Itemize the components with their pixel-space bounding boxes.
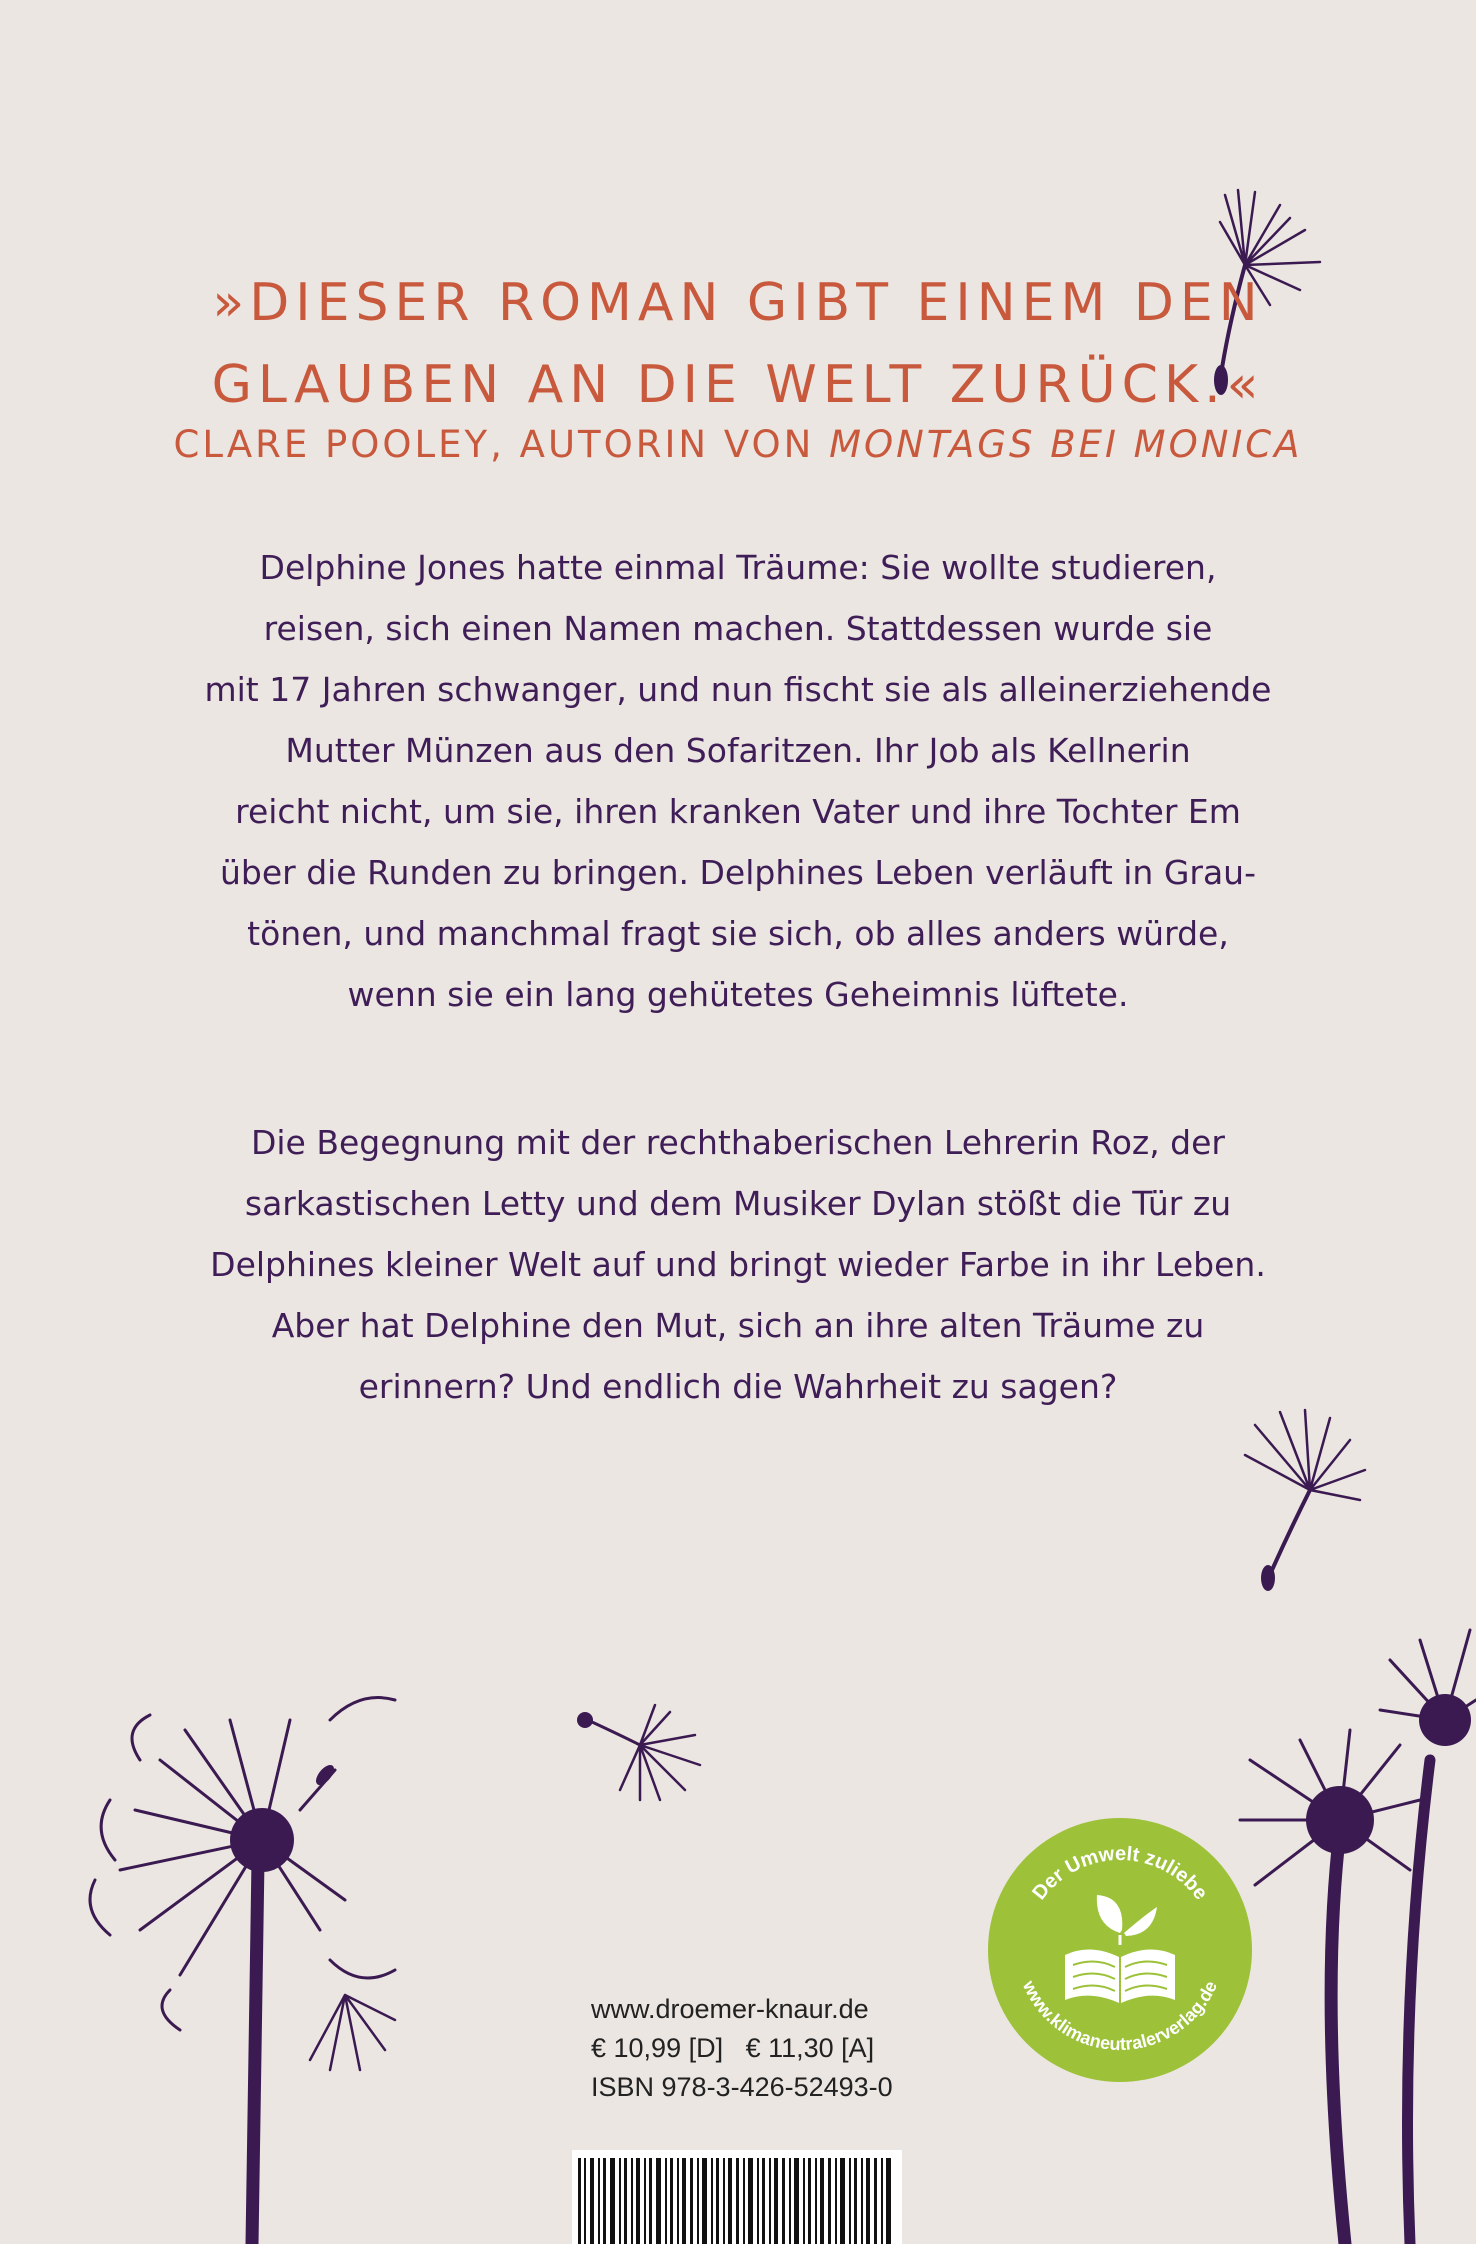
review-quote bbox=[200, 262, 1276, 426]
publisher-website: www.droemer-knaur.de bbox=[591, 1994, 869, 2024]
blurb-line: reicht nicht, um sie, ihren kranken Vater und ihre Tochter Em bbox=[235, 792, 1241, 831]
badge-top-text: Der Umwelt zuliebe bbox=[1028, 1842, 1212, 1905]
floating-seed-middle bbox=[1245, 1410, 1365, 1591]
blurb-line: Aber hat Delphine den Mut, sich an ihre alten Träume zu bbox=[271, 1306, 1205, 1345]
blurb-line: über die Runden zu bringen. Delphines Leben verläuft in Grau- bbox=[219, 853, 1257, 892]
blurb-line: Die Begegnung mit der rechthaberischen Lehrerin Roz, der bbox=[250, 1123, 1226, 1162]
barcode bbox=[572, 2150, 902, 2244]
dandelion-left bbox=[90, 1698, 395, 2244]
blurb-paragraph-1 bbox=[120, 537, 1356, 1025]
quote-attribution bbox=[140, 420, 1336, 470]
blurb-line: wenn sie ein lang gehütetes Geheimnis lüftete. bbox=[347, 975, 1129, 1014]
attribution-book-title: MONTAGS BEI MONICA bbox=[829, 423, 1303, 466]
quote-line: »DIESER ROMAN GIBT EINEM DEN bbox=[212, 273, 1264, 333]
quote-line: GLAUBEN AN DIE WELT ZURÜCK.« bbox=[211, 355, 1265, 415]
blurb-line: reisen, sich einen Namen machen. Stattdessen wurde sie bbox=[263, 609, 1213, 648]
blurb-line: erinnern? Und endlich die Wahrheit zu sagen? bbox=[358, 1367, 1118, 1406]
blurb-line: Delphines kleiner Welt auf und bringt wieder Farbe in ihr Leben. bbox=[210, 1245, 1266, 1284]
blurb-line: tönen, und manchmal fragt sie sich, ob alles anders würde, bbox=[247, 914, 1229, 953]
climate-neutral-badge bbox=[985, 1815, 1255, 2085]
dandelion-right bbox=[1240, 1630, 1476, 2244]
publisher-info bbox=[591, 1990, 911, 2107]
blurb-line: Delphine Jones hatte einmal Träume: Sie wollte studieren, bbox=[259, 548, 1217, 587]
blurb-line: sarkastischen Letty und dem Musiker Dylan stößt die Tür zu bbox=[244, 1184, 1232, 1223]
floating-seed-center bbox=[577, 1705, 700, 1800]
blurb-line: Mutter Münzen aus den Sofaritzen. Ihr Job als Kellnerin bbox=[285, 731, 1191, 770]
blurb-line: mit 17 Jahren schwanger, und nun fischt sie als alleinerziehende bbox=[204, 670, 1272, 709]
badge-bottom-text: www.klimaneutralerverlag.de bbox=[1018, 1977, 1222, 2055]
attribution-author: CLARE POOLEY, AUTORIN VON bbox=[173, 423, 830, 466]
price: € 10,99 [D] € 11,30 [A] bbox=[591, 2033, 875, 2063]
blurb-paragraph-2 bbox=[120, 1112, 1356, 1417]
isbn: ISBN 978-3-426-52493-0 bbox=[591, 2072, 893, 2102]
